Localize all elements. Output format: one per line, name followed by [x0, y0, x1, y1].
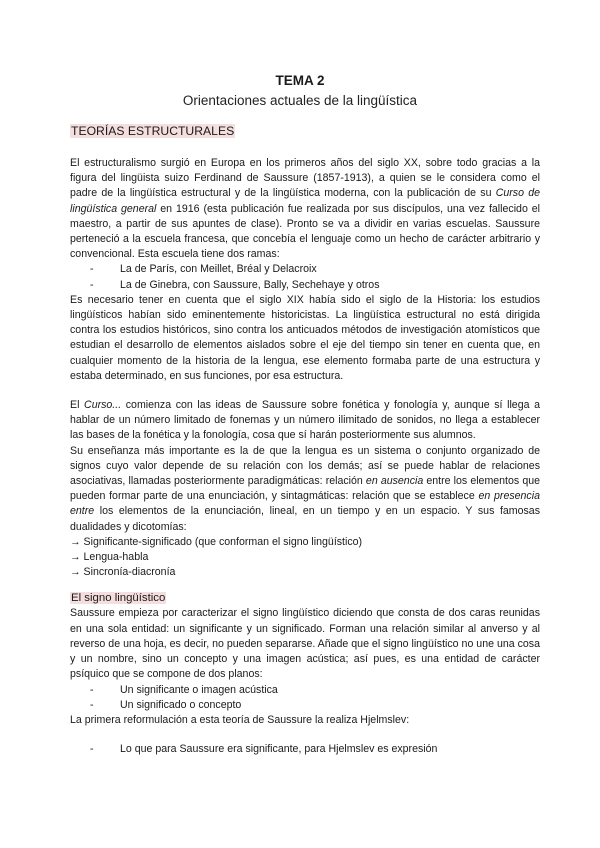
paragraph-sign: Saussure empieza por caracterizar el signo lingüístico diciendo que consta de dos caras reunidas en una sola entidad: un significante y un significado. Forman una relación similar al anverso y al reverso de una hoja, es decir, no pueden separarse. Añade que el signo lingüístico no une una cosa y un nombre, sino un concepto y una imagen acústica; así pues, es una entidad de carácter psíquico que se compone de dos planos:: [70, 607, 540, 681]
paragraph-intro: [70, 156, 540, 262]
paragraph-text: los elementos de la enunciación, lineal, en un tiempo y en un espacio. Y sus famosas dualidades y dicotomías:: [70, 505, 540, 533]
dichotomy-item: → Significante-significado (que conforman el signo lingüístico): [70, 535, 363, 548]
paragraph-text: en 1916 (esta publicación fue realizada por sus discípulos, una vez fallecido el maestro, a partir de sus apuntes de clase). Pronto se va a dividir en varias escuelas. Saussure perteneció a la escuela francesa, que concebía el lenguaje como un hecho de carácter arbitrario y convencional. Esta escuela tiene dos ramas:: [70, 202, 540, 261]
dash-bullet: -: [90, 698, 94, 711]
paragraph-text: comienza con las ideas de Saussure sobre fonética y fonología y, aunque sí llega a hablar de un número limitado de fonemas y un número ilimitado de sonidos, no llega a establecer las bases de la fonética y la fonología, cosa que sí harán posteriormente sus alumnos.: [70, 399, 540, 442]
document-title: TEMA 2: [275, 73, 325, 88]
list-item: [70, 262, 540, 277]
paragraph-text: El: [70, 399, 85, 412]
book-title: Curso de lingüística general: [70, 187, 540, 215]
heading-highlight: El signo lingüístico: [71, 592, 166, 605]
dichotomy-item: → Lengua-habla: [70, 551, 149, 564]
schools-list: [70, 262, 540, 292]
emphasis-text: en presencia entre: [70, 490, 540, 518]
list-item: [70, 698, 540, 713]
paragraph-text: entre los elementos que pueden formar parte de una enunciación, y sintagmáticas: relación que se establece: [70, 475, 540, 503]
dichotomy-item: → Sincronía-diacronía: [70, 566, 176, 579]
list-item-text: Lo que para Saussure era significante, para Hjelmslev es expresión: [120, 743, 438, 756]
section-heading-sign: [70, 591, 540, 606]
paragraph-historicism: Es necesario tener en cuenta que el siglo XIX había sido el siglo de la Historia: los estudios lingüísticos habían sido eminentemente historicistas. La lingüística estructural no está dirigida contra los estudios históricos, sino contra los anticuados métodos de investigación atomísticos que estudian el desarrollo de elementos aislados sobre el eje del tiempo sin tener en cuenta que, en cualquier momento de la historia de la lengua, ese elemento formaba parte de una estructura y estaba determinado, en sus funciones, por esa estructura.: [70, 293, 540, 382]
list-item-text: Un significante o imagen acústica: [120, 683, 278, 696]
list-item-text: La de París, con Meillet, Bréal y Delacroix: [120, 263, 317, 276]
section-heading-structural: [70, 123, 540, 139]
dash-bullet: -: [90, 683, 94, 696]
dash-bullet: -: [90, 743, 94, 756]
spacer: [70, 728, 540, 742]
document-body: [70, 123, 540, 757]
book-title: Curso...: [84, 399, 122, 412]
document-subtitle: Orientaciones actuales de la lingüística: [182, 93, 418, 108]
heading-highlight: TEORÍAS ESTRUCTURALES: [71, 124, 235, 138]
list-item: [70, 742, 540, 757]
paragraph-text: Su enseñanza más importante es la de que la lengua es un sistema o conjunto organizado de signos cuyo valor depende de su relación con los demás; así se puede hablar de relaciones asociativas, llamadas posteriormente paradigmáticas: relación: [70, 444, 540, 488]
hjelmslev-list: [70, 742, 540, 757]
list-item-text: Un significado o concepto: [120, 698, 242, 711]
dash-bullet: -: [90, 263, 94, 276]
spacer: [70, 580, 540, 591]
paragraph-hjelmslev: La primera reformulación a esta teoría de Saussure la realiza Hjelmslev:: [70, 713, 410, 726]
emphasis-text: en ausencia: [365, 475, 424, 488]
paragraph-teaching: [70, 444, 540, 535]
dichotomy-list: [70, 535, 540, 581]
list-item: [70, 683, 540, 698]
list-item: [70, 278, 540, 293]
list-item-text: La de Ginebra, con Saussure, Bally, Sechehaye y otros: [120, 278, 380, 291]
planes-list: [70, 683, 540, 713]
spacer: [70, 384, 540, 398]
dash-bullet: -: [90, 278, 94, 291]
paragraph-text: El estructuralismo surgió en Europa en los primeros años del siglo XX, sobre todo gracias a la figura del lingüista suizo Ferdinand de Saussure (1857-1913), a quien se le considera como el padre de la lingüística estructural y de la lingüística moderna, con la publicación de su: [70, 157, 540, 200]
paragraph-curso: [70, 398, 540, 444]
